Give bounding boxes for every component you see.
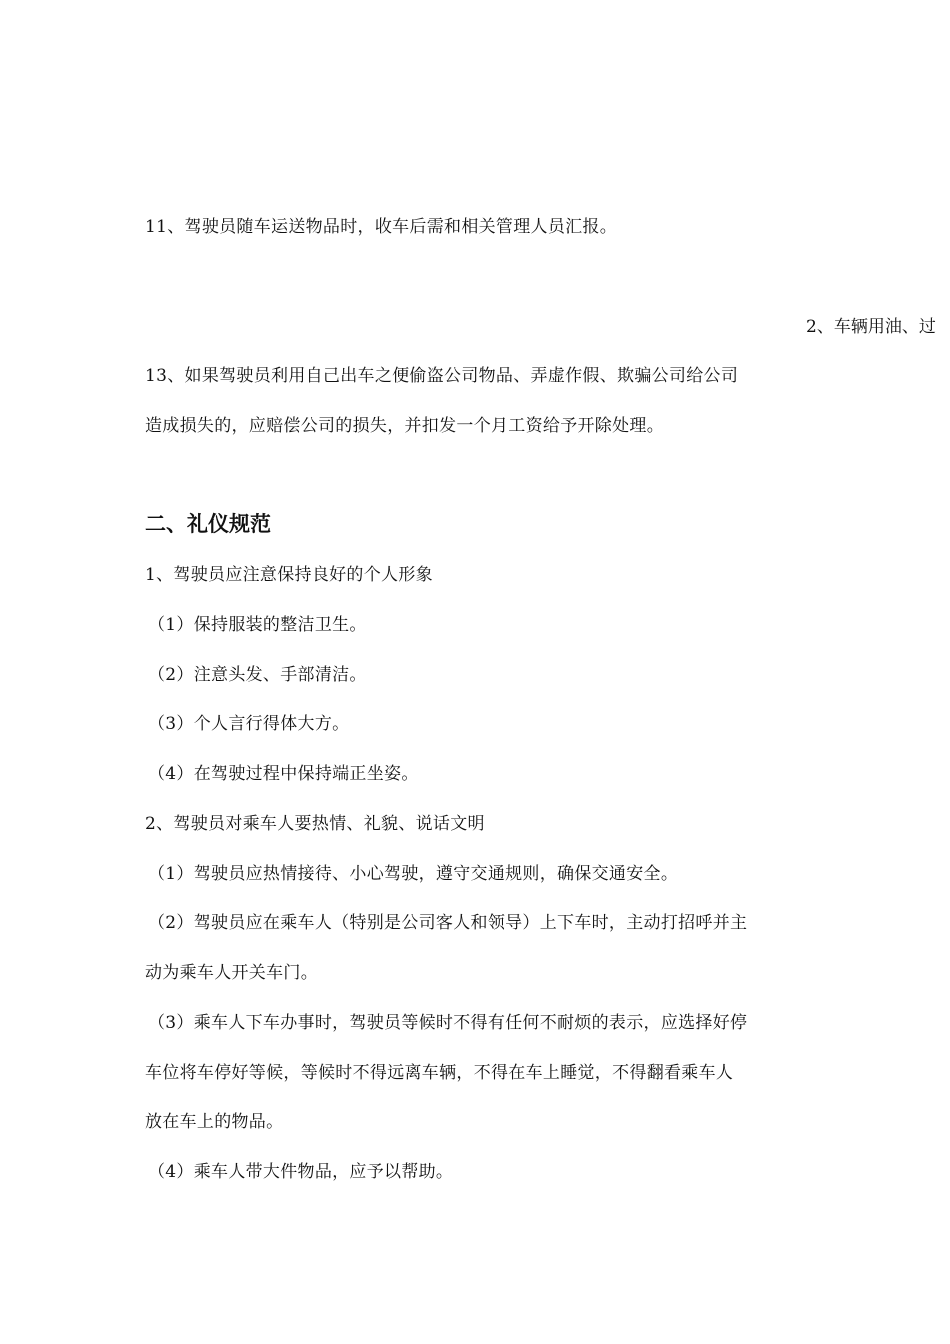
section-heading-etiquette: 二、礼仪规范: [145, 512, 271, 536]
etiquette-item-2-sub-2-line-1: （2）驾驶员应在乘车人（特别是公司客人和领导）上下车时，主动打招呼并主: [148, 913, 748, 933]
etiquette-item-1-sub-1: （1）保持服装的整洁卫生。: [148, 615, 367, 635]
etiquette-item-2-sub-4: （4）乘车人带大件物品，应予以帮助。: [148, 1162, 454, 1182]
etiquette-item-1-sub-2: （2）注意头发、手部清洁。: [148, 665, 367, 685]
etiquette-item-1-sub-4: （4）在驾驶过程中保持端正坐姿。: [148, 764, 419, 784]
etiquette-item-2-sub-3-line-3: 放在车上的物品。: [145, 1112, 284, 1132]
paragraph-13-line-2: 造成损失的，应赔偿公司的损失，并扣发一个月工资给予开除处理。: [145, 416, 664, 436]
paragraph-13-line-1: 13、如果驾驶员利用自己出车之便偷盗公司物品、弄虚作假、欺骗公司给公司: [145, 366, 739, 386]
etiquette-item-1: 1、驾驶员应注意保持良好的个人形象: [145, 565, 433, 585]
etiquette-item-2: 2、驾驶员对乘车人要热情、礼貌、说话文明: [145, 814, 485, 834]
etiquette-item-2-sub-3-line-2: 车位将车停好等候，等候时不得远离车辆，不得在车上睡觉，不得翻看乘车人: [145, 1063, 734, 1083]
etiquette-item-1-sub-3: （3）个人言行得体大方。: [148, 714, 350, 734]
paragraph-11: 11、驾驶员随车运送物品时，收车后需和相关管理人员汇报。: [145, 217, 618, 237]
etiquette-item-2-sub-3-line-1: （3）乘车人下车办事时，驾驶员等候时不得有任何不耐烦的表示，应选择好停: [148, 1013, 748, 1033]
etiquette-item-2-sub-2-line-2: 动为乘车人开关车门。: [145, 963, 318, 983]
paragraph-fragment-right: 2、车辆用油、过: [806, 317, 936, 337]
etiquette-item-2-sub-1: （1）驾驶员应热情接待、小心驾驶，遵守交通规则，确保交通安全。: [148, 864, 679, 884]
